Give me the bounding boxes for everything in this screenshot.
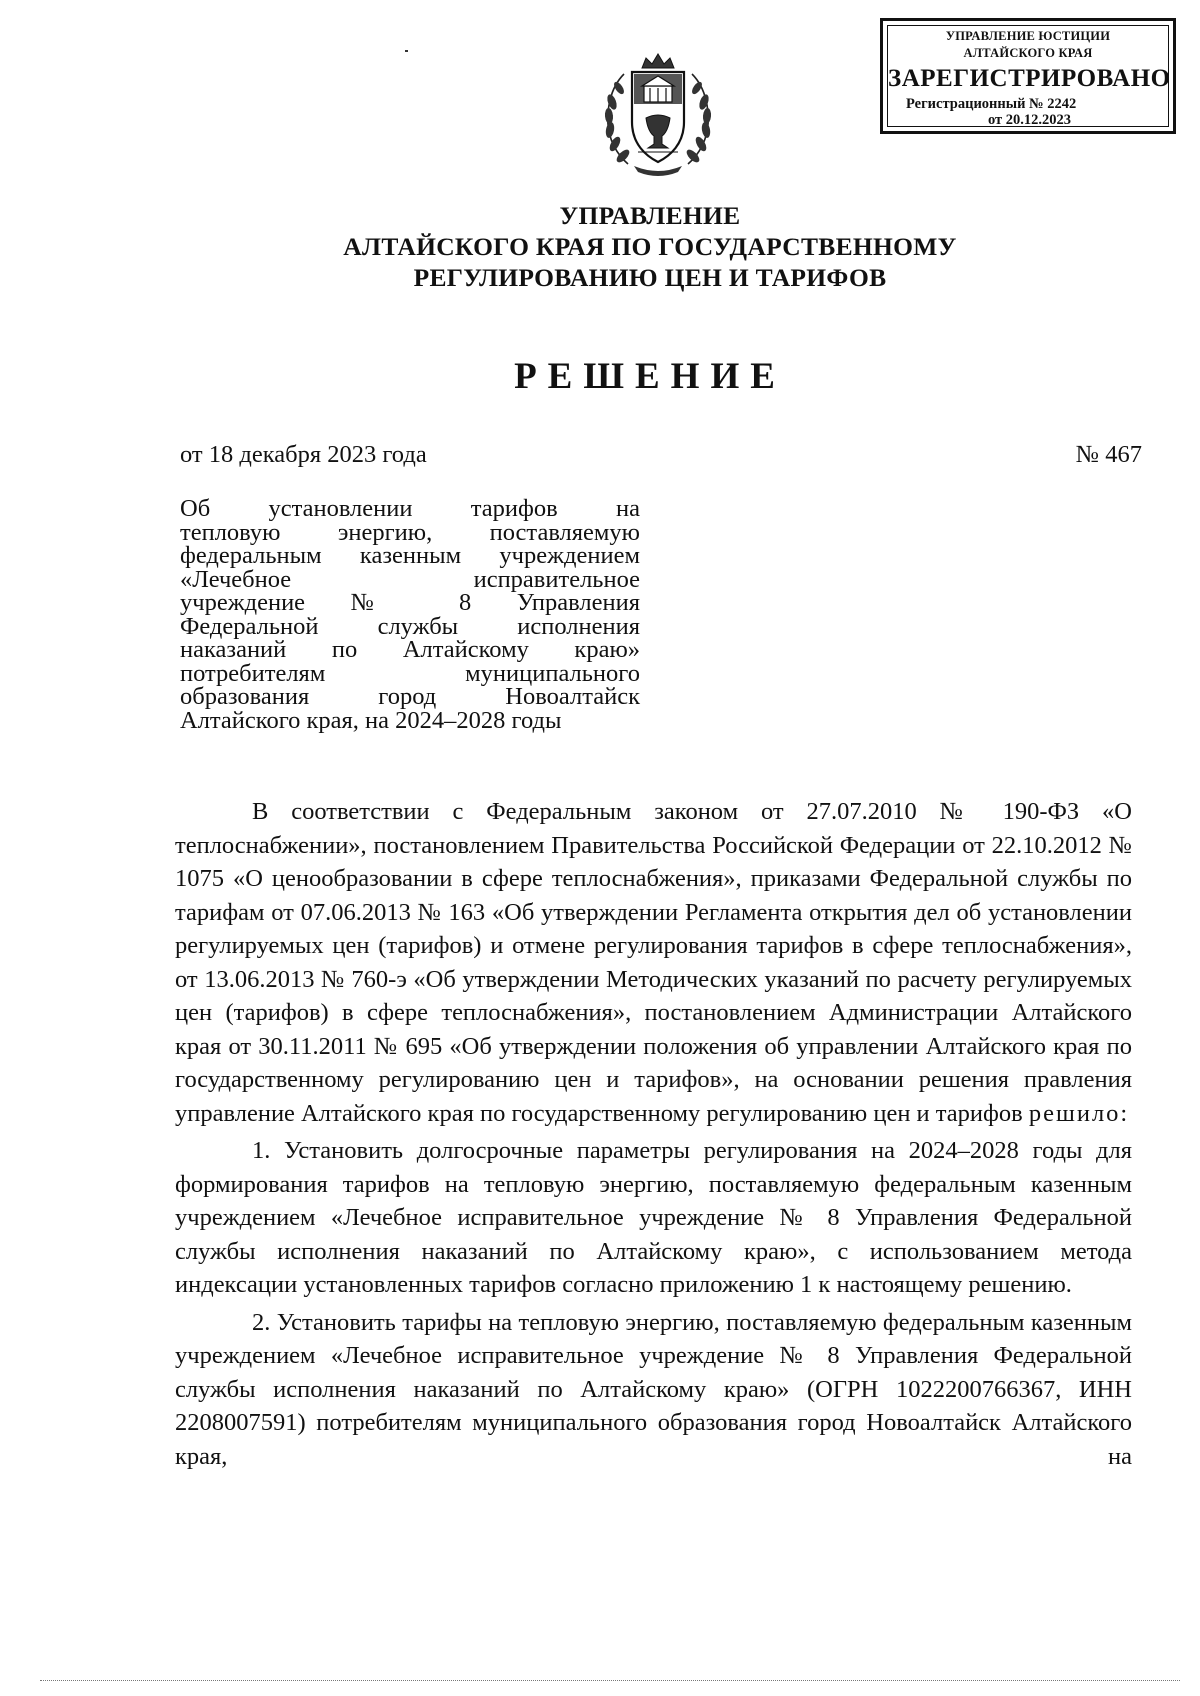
authority-header (200, 200, 1100, 293)
document-subject (180, 497, 640, 732)
decided-word: решило: (1028, 1099, 1130, 1127)
stamp-registration-number: Регистрационный № 2242 (906, 96, 1077, 112)
stamp-registration-date: от 20.12.2023 (988, 112, 1072, 128)
subject-line: Об установлении тарифов на (180, 495, 640, 522)
scan-speck (405, 50, 408, 52)
stamp-status: ЗАРЕГИСТРИРОВАНО (888, 65, 1171, 92)
preamble-paragraph (175, 795, 1132, 1130)
scan-edge-line (40, 1680, 1180, 1681)
authority-header-line2: АЛТАЙСКОГО КРАЯ ПО ГОСУДАРСТВЕННОМУ (343, 232, 957, 261)
authority-header-line1: УПРАВЛЕНИЕ (559, 201, 741, 230)
subject-line: наказаний по Алтайскому краю» (180, 636, 640, 663)
subject-line: потребителям муниципального (180, 659, 640, 687)
subject-line: федеральным казенным учреждением (180, 542, 640, 569)
stamp-org-line1: УПРАВЛЕНИЕ ЮСТИЦИИ (945, 29, 1111, 43)
stamp-org-line2: АЛТАЙСКОГО КРАЯ (963, 46, 1093, 60)
altai-krai-coat-of-arms-icon (598, 52, 718, 178)
authority-header-line3: РЕГУЛИРОВАНИЮ ЦЕН И ТАРИФОВ (413, 263, 887, 292)
document-body (175, 795, 1132, 1473)
decision-item-1: 1. Установить долгосрочные параметры регулирования на 2024–2028 годы для формирования тарифов на тепловую энергию, поставляемую федеральным казенным учреждением «Лечебное исправительное учреждение № 8 Управления Федеральной службы исполнения наказаний по Алтайскому краю», с использованием метода индексации установленных тарифов согласно приложению 1 к настоящему решению. (175, 1137, 1132, 1298)
subject-line: учреждение № 8 Управления (180, 589, 640, 616)
registration-stamp (880, 18, 1176, 134)
subject-line: «Лечебное исправительное (180, 565, 640, 593)
decision-item-2: 2. Установить тарифы на тепловую энергию, поставляемую федеральным казенным учреждением «Лечебное исправительное учреждение № 8 Управления Федеральной службы исполнения наказаний по Алтайскому краю» (ОГРН 1022200766367, ИНН 2208007591) потребителям муниципального образования город Новоалтайск Алтайского края, на (175, 1308, 1132, 1470)
document-date: от 18 декабря 2023 года (180, 441, 427, 468)
subject-line: тепловую энергию, поставляемую (180, 518, 640, 546)
subject-line: Алтайского края, на 2024–2028 годы (180, 706, 562, 734)
subject-line: Федеральной службы исполнения (180, 612, 640, 640)
preamble-text: В соответствии с Федеральным законом от 27.07.2010 № 190-ФЗ «О теплоснабжении», постановлением Правительства Российской Федерации от 22.10.2012 № 1075 «О ценообразовании в сфере теплоснабжения», приказами Федеральной службы по тарифам от 07.06.2013 № 163 «Об утверждении Регламента открытия дел об установлении регулируемых цен (тарифов) и отмене регулирования тарифов в сфере теплоснабжения», от 13.06.2013 № 760-э «Об утверждении Методических указаний по расчету регулируемых цен (тарифов) в сфере теплоснабжения», постановлением Администрации Алтайского края от 30.11.2011 № 695 «Об утверждении положения об управлении Алтайского края по государственному регулированию цен и тарифов», на основании решения правления управление Алтайского края по государственному регулированию цен и тарифов (175, 798, 1132, 1127)
document-number: № 467 (1075, 441, 1142, 468)
registration-stamp-inner-frame (887, 25, 1169, 127)
document-type-title: РЕШЕНИЕ (514, 356, 786, 397)
subject-line: образования город Новоалтайск (180, 683, 640, 710)
